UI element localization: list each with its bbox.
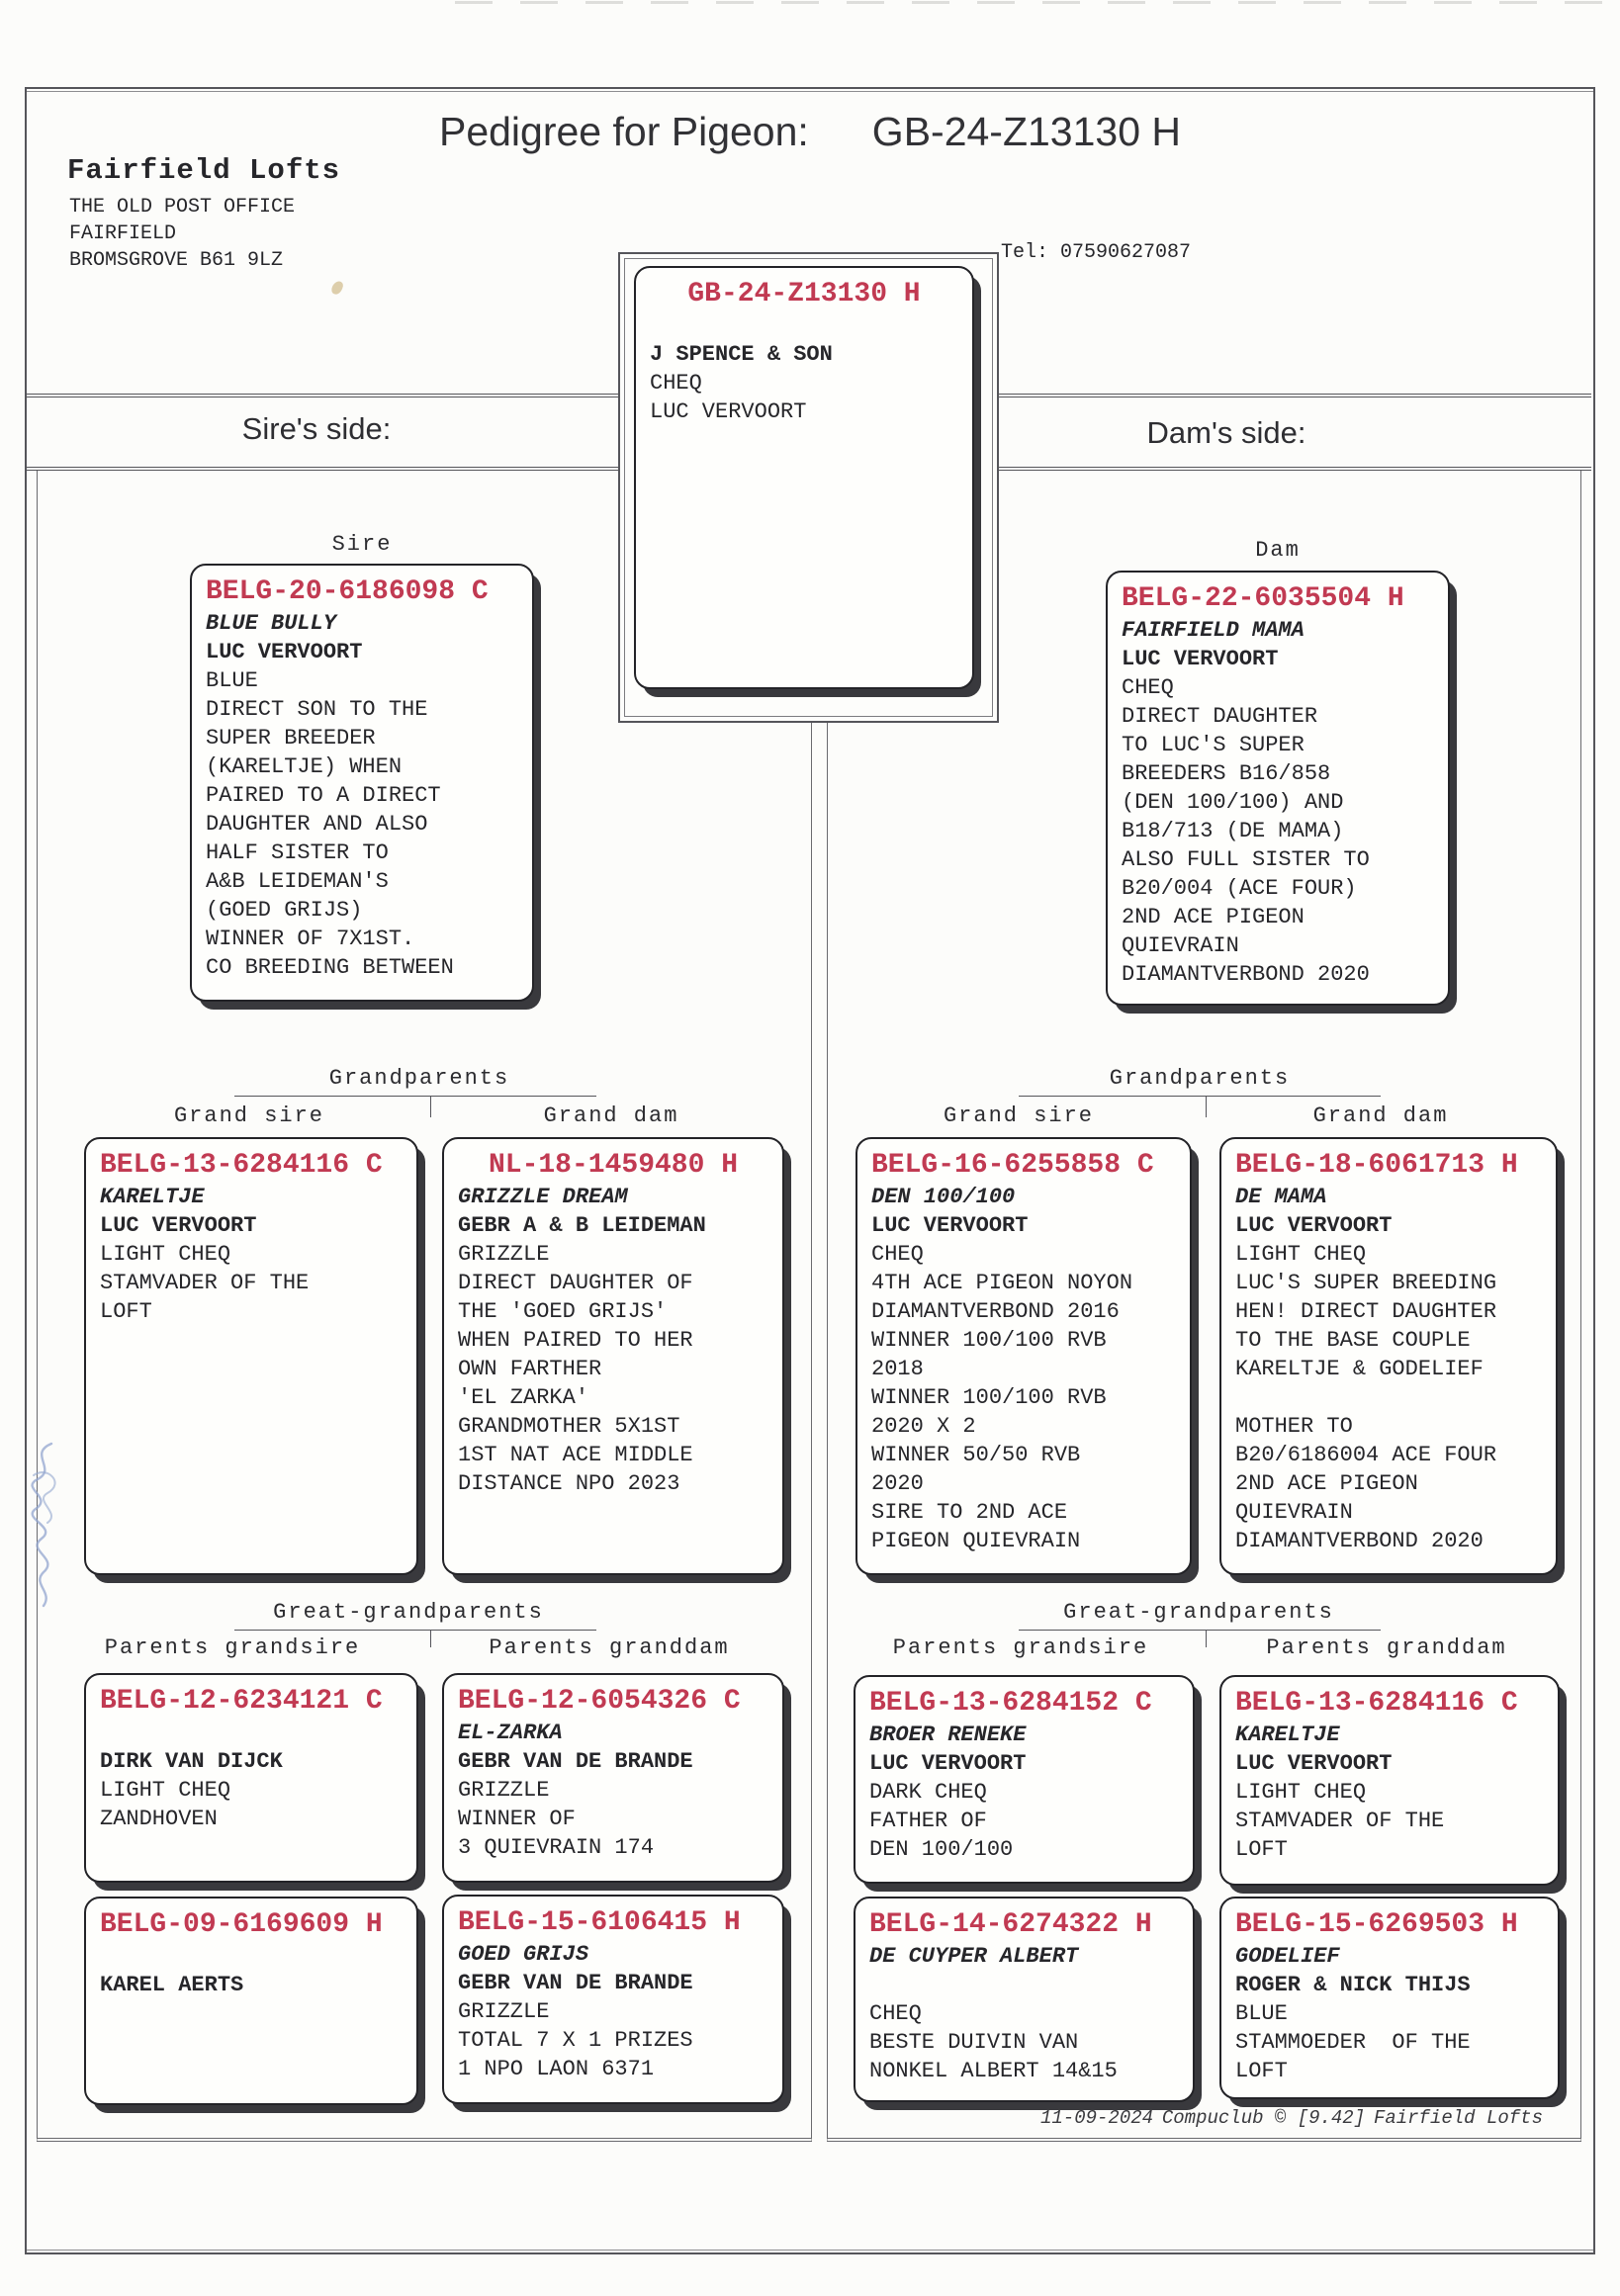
owner-name: LUC VERVOORT xyxy=(871,1213,1029,1238)
detail-line: WINNER 100/100 RVB xyxy=(871,1385,1107,1410)
grandparents-tick-dam-side xyxy=(1206,1096,1207,1117)
detail-line: 4TH ACE PIGEON NOYON xyxy=(871,1271,1133,1295)
detail-line: LUC VERVOORT xyxy=(650,399,807,424)
grandparents-rule-sire-side xyxy=(234,1096,596,1097)
owner-name: LUC VERVOORT xyxy=(100,1213,257,1238)
detail-line: THE OLD POST OFFICE xyxy=(69,196,296,219)
footer-loft: Fairfield Lofts xyxy=(1373,2107,1543,2129)
detail-line: DIRECT DAUGHTER xyxy=(1122,704,1318,729)
sire-side-heading: Sire's side: xyxy=(241,411,392,446)
detail-line: LUC'S SUPER BREEDING xyxy=(1235,1271,1497,1295)
detail-line: BLUE xyxy=(1235,2001,1288,2026)
detail-line: SIRE TO 2ND ACE xyxy=(871,1500,1068,1525)
pigeon-details xyxy=(871,1240,1176,1555)
pigeon-details xyxy=(869,1999,1179,2085)
detail-line: TO THE BASE COUPLE xyxy=(1235,1328,1471,1353)
grandparents-tick-sire-side xyxy=(430,1096,431,1117)
parents-grandsire-label-dam-side: Parents grandsire xyxy=(892,1635,1149,1660)
pigeon-name xyxy=(100,1719,403,1747)
page-title xyxy=(0,109,1620,155)
detail-line: ALSO FULL SISTER TO xyxy=(1122,847,1370,872)
ring-number: BELG-13-6284116 C xyxy=(1235,1688,1518,1719)
pigeon-details xyxy=(650,369,958,426)
owner-name: LUC VERVOORT xyxy=(1235,1751,1393,1776)
pigeon-details xyxy=(1122,673,1434,989)
pigeon-name: GODELIEF xyxy=(1235,1944,1340,1969)
pigeon-name: KARELTJE xyxy=(1235,1722,1340,1747)
page-title-ring: GB-24-Z13130 H xyxy=(871,109,1182,154)
owner-name: GEBR VAN DE BRANDE xyxy=(458,1971,693,1995)
owner-name: LUC VERVOORT xyxy=(206,640,363,664)
detail-line: CHEQ xyxy=(869,2001,922,2026)
detail-line: LIGHT CHEQ xyxy=(1235,1780,1367,1805)
grand-sire-label-sire-side: Grand sire xyxy=(173,1104,325,1128)
pigeon-name: GRIZZLE DREAM xyxy=(458,1185,628,1209)
pigeon-details xyxy=(206,666,518,982)
pigeon-details xyxy=(458,1997,768,2083)
detail-line: STAMVADER OF THE xyxy=(1235,1809,1445,1833)
ring-number: BELG-12-6234121 C xyxy=(100,1686,383,1717)
detail-line: CO BREEDING BETWEEN xyxy=(206,955,454,980)
footer-date: 11-09-2024 xyxy=(1040,2107,1154,2129)
pigeon-details xyxy=(869,1778,1179,1864)
owner-name: LUC VERVOORT xyxy=(869,1751,1027,1776)
detail-line: QUIEVRAIN xyxy=(1122,933,1239,958)
owner-name: DIRK VAN DIJCK xyxy=(100,1749,283,1774)
owner-name: KAREL AERTS xyxy=(100,1973,244,1997)
grandparents-heading-sire-side: Grandparents xyxy=(328,1066,510,1091)
detail-line: 'EL ZARKA' xyxy=(458,1385,589,1410)
card-grand-sire-dam-side xyxy=(855,1137,1192,1575)
detail-line: DIAMANTVERBOND 2020 xyxy=(1235,1529,1484,1553)
detail-line: LIGHT CHEQ xyxy=(100,1242,231,1267)
detail-line: 1ST NAT ACE MIDDLE xyxy=(458,1443,693,1467)
detail-line: THE 'GOED GRIJS' xyxy=(458,1299,668,1324)
detail-line: DEN 100/100 xyxy=(869,1837,1014,1862)
pen-scribble-decoration xyxy=(14,1436,93,1614)
dam-card xyxy=(1106,571,1450,1006)
pigeon-details xyxy=(1235,1999,1544,2085)
detail-line: BESTE DUIVIN VAN xyxy=(869,2030,1079,2055)
detail-line: FAIRFIELD xyxy=(69,222,177,245)
dam-side-heading: Dam's side: xyxy=(1146,415,1306,450)
detail-line: (KARELTJE) WHEN xyxy=(206,754,403,779)
pigeon-name: GOED GRIJS xyxy=(458,1942,589,1967)
detail-line: WINNER OF 7X1ST. xyxy=(206,927,415,951)
great-grandparents-heading-sire-side: Great-grandparents xyxy=(273,1600,544,1625)
detail-line: 1 NPO LAON 6371 xyxy=(458,2057,655,2081)
card-ggp-dam-row2-col1 xyxy=(854,1897,1195,2102)
card-ggp-dam-row1-col1 xyxy=(854,1675,1195,1884)
pigeon-details xyxy=(100,1776,403,1833)
great-grandparents-rule-sire-side xyxy=(234,1630,596,1631)
loft-address xyxy=(69,194,295,274)
detail-line: 2ND ACE PIGEON xyxy=(1122,905,1305,929)
great-grandparents-rule-dam-side xyxy=(1019,1630,1381,1631)
ring-number: BELG-13-6284116 C xyxy=(100,1150,383,1181)
card-ggp-sire-row1-col1 xyxy=(84,1673,418,1883)
detail-line: GRIZZLE xyxy=(458,1999,550,2024)
grand-sire-label-dam-side: Grand sire xyxy=(943,1104,1095,1128)
detail-line: ZANDHOVEN xyxy=(100,1807,218,1831)
detail-line: BREEDERS B16/858 xyxy=(1122,761,1331,786)
pigeon-name: FAIRFIELD MAMA xyxy=(1122,618,1305,643)
ring-number: BELG-16-6255858 C xyxy=(871,1150,1154,1181)
ring-number: GB-24-Z13130 H xyxy=(687,279,921,309)
grand-dam-label-sire-side: Grand dam xyxy=(543,1104,679,1128)
detail-line: BLUE xyxy=(206,668,258,693)
detail-line: B20/004 (ACE FOUR) xyxy=(1122,876,1357,901)
ring-number: BELG-14-6274322 H xyxy=(869,1909,1152,1940)
detail-line: LIGHT CHEQ xyxy=(100,1778,231,1803)
subject-pigeon-card xyxy=(634,266,974,689)
pigeon-name xyxy=(650,311,958,340)
footer xyxy=(1040,2107,1543,2129)
great-grandparents-heading-dam-side: Great-grandparents xyxy=(1063,1600,1334,1625)
detail-line: WINNER 100/100 RVB xyxy=(871,1328,1107,1353)
footer-software: Compuclub © [9.42] xyxy=(1161,2107,1366,2129)
detail-line: PAIRED TO A DIRECT xyxy=(206,783,441,808)
detail-line: WINNER OF xyxy=(458,1807,576,1831)
detail-line: KARELTJE & GODELIEF xyxy=(1235,1357,1484,1381)
detail-line: DIRECT DAUGHTER OF xyxy=(458,1271,693,1295)
card-ggp-sire-row2-col2 xyxy=(442,1895,784,2104)
detail-line: STAMMOEDER OF THE xyxy=(1235,2030,1471,2055)
pigeon-name: DE MAMA xyxy=(1235,1185,1327,1209)
detail-line: QUIEVRAIN xyxy=(1235,1500,1353,1525)
detail-line: DISTANCE NPO 2023 xyxy=(458,1471,680,1496)
parents-granddam-label-sire-side: Parents granddam xyxy=(489,1635,730,1660)
pigeon-name: DEN 100/100 xyxy=(871,1185,1016,1209)
detail-line: WINNER 50/50 RVB xyxy=(871,1443,1081,1467)
card-grand-sire-sire-side xyxy=(84,1137,418,1575)
pigeon-name: KARELTJE xyxy=(100,1185,205,1209)
ring-number: BELG-13-6284152 C xyxy=(869,1688,1152,1719)
detail-line: OWN FARTHER xyxy=(458,1357,602,1381)
pigeon-name xyxy=(100,1942,403,1971)
ring-number: NL-18-1459480 H xyxy=(488,1150,739,1181)
detail-line: LOFT xyxy=(1235,1837,1288,1862)
card-ggp-dam-row1-col2 xyxy=(1219,1675,1560,1886)
grandparents-rule-dam-side xyxy=(1019,1096,1381,1097)
detail-line: (GOED GRIJS) xyxy=(206,898,363,923)
detail-line: HALF SISTER TO xyxy=(206,840,389,865)
detail-line: CHEQ xyxy=(1122,675,1174,700)
detail-line: LIGHT CHEQ xyxy=(1235,1242,1367,1267)
ring-number: BELG-22-6035504 H xyxy=(1122,583,1404,614)
detail-line: TOTAL 7 X 1 PRIZES xyxy=(458,2028,693,2053)
detail-line: FATHER OF xyxy=(869,1809,987,1833)
detail-line: (DEN 100/100) AND xyxy=(1122,790,1344,815)
loft-name: Fairfield Lofts xyxy=(67,154,341,187)
detail-line: STAMVADER OF THE xyxy=(100,1271,310,1295)
pigeon-details xyxy=(100,1240,403,1326)
detail-line: DIRECT SON TO THE xyxy=(206,697,428,722)
ring-number: BELG-15-6106415 H xyxy=(458,1907,741,1938)
owner-name: LUC VERVOORT xyxy=(1235,1213,1393,1238)
sire-label: Sire xyxy=(331,532,393,557)
owner-name: J SPENCE & SON xyxy=(650,342,833,367)
owner-name xyxy=(869,1971,1179,1999)
pigeon-details xyxy=(1235,1240,1542,1555)
scan-streak-decoration xyxy=(455,1,1620,4)
detail-line: B18/713 (DE MAMA) xyxy=(1122,819,1344,843)
detail-line: 2ND ACE PIGEON xyxy=(1235,1471,1418,1496)
pigeon-name: BROER RENEKE xyxy=(869,1722,1027,1747)
detail-line: 2018 xyxy=(871,1357,924,1381)
detail-line: LOFT xyxy=(1235,2059,1288,2083)
detail-line: WHEN PAIRED TO HER xyxy=(458,1328,693,1353)
owner-name: ROGER & NICK THIJS xyxy=(1235,1973,1471,1997)
detail-line: DIAMANTVERBOND 2020 xyxy=(1122,962,1370,987)
card-ggp-dam-row2-col2 xyxy=(1219,1897,1560,2099)
pigeon-name: BLUE BULLY xyxy=(206,611,337,636)
detail-line xyxy=(1235,1383,1542,1412)
detail-line: A&B LEIDEMAN'S xyxy=(206,869,389,894)
detail-line: B20/6186004 ACE FOUR xyxy=(1235,1443,1497,1467)
card-ggp-sire-row2-col1 xyxy=(84,1897,418,2105)
detail-line: DARK CHEQ xyxy=(869,1780,987,1805)
grandparents-heading-dam-side: Grandparents xyxy=(1109,1066,1291,1091)
telephone: Tel: 07590627087 xyxy=(1001,241,1192,264)
detail-line: 3 QUIEVRAIN 174 xyxy=(458,1835,655,1860)
pigeon-details xyxy=(1235,1778,1544,1864)
detail-line: NONKEL ALBERT 14&15 xyxy=(869,2059,1118,2083)
pigeon-details xyxy=(458,1776,768,1862)
grand-dam-label-dam-side: Grand dam xyxy=(1312,1104,1449,1128)
card-ggp-sire-row1-col2 xyxy=(442,1673,784,1883)
ring-number: BELG-12-6054326 C xyxy=(458,1686,741,1717)
detail-line: CHEQ xyxy=(871,1242,924,1267)
ring-number: BELG-15-6269503 H xyxy=(1235,1909,1518,1940)
detail-line: PIGEON QUIEVRAIN xyxy=(871,1529,1081,1553)
page-title-label: Pedigree for Pigeon: xyxy=(438,109,809,154)
owner-name: GEBR A & B LEIDEMAN xyxy=(458,1213,706,1238)
detail-line: MOTHER TO xyxy=(1235,1414,1353,1439)
detail-line: GRIZZLE xyxy=(458,1778,550,1803)
pigeon-details xyxy=(458,1240,768,1498)
detail-line: DIAMANTVERBOND 2016 xyxy=(871,1299,1120,1324)
dam-label: Dam xyxy=(1255,538,1301,563)
parents-granddam-label-dam-side: Parents granddam xyxy=(1266,1635,1507,1660)
detail-line: GRIZZLE xyxy=(458,1242,550,1267)
detail-line: BROMSGROVE B61 9LZ xyxy=(69,249,284,272)
owner-name: LUC VERVOORT xyxy=(1122,647,1279,671)
sire-card xyxy=(190,564,534,1002)
detail-line: DAUGHTER AND ALSO xyxy=(206,812,428,837)
detail-line: GRANDMOTHER 5X1ST xyxy=(458,1414,680,1439)
great-grandparents-tick-dam-side xyxy=(1206,1630,1207,1647)
parents-grandsire-label-sire-side: Parents grandsire xyxy=(104,1635,361,1660)
owner-name: GEBR VAN DE BRANDE xyxy=(458,1749,693,1774)
detail-line: 2020 X 2 xyxy=(871,1414,976,1439)
ring-number: BELG-09-6169609 H xyxy=(100,1909,383,1940)
ring-number: BELG-18-6061713 H xyxy=(1235,1150,1518,1181)
detail-line: HEN! DIRECT DAUGHTER xyxy=(1235,1299,1497,1324)
pigeon-name: EL-ZARKA xyxy=(458,1721,563,1745)
pigeon-name: DE CUYPER ALBERT xyxy=(869,1944,1079,1969)
detail-line: LOFT xyxy=(100,1299,152,1324)
card-grand-dam-dam-side xyxy=(1219,1137,1558,1575)
detail-line: 2020 xyxy=(871,1471,924,1496)
great-grandparents-tick-sire-side xyxy=(430,1630,431,1647)
detail-line: SUPER BREEDER xyxy=(206,726,376,751)
card-grand-dam-sire-side xyxy=(442,1137,784,1575)
ring-number: BELG-20-6186098 C xyxy=(206,576,489,607)
detail-line: TO LUC'S SUPER xyxy=(1122,733,1305,757)
detail-line: CHEQ xyxy=(650,371,702,396)
